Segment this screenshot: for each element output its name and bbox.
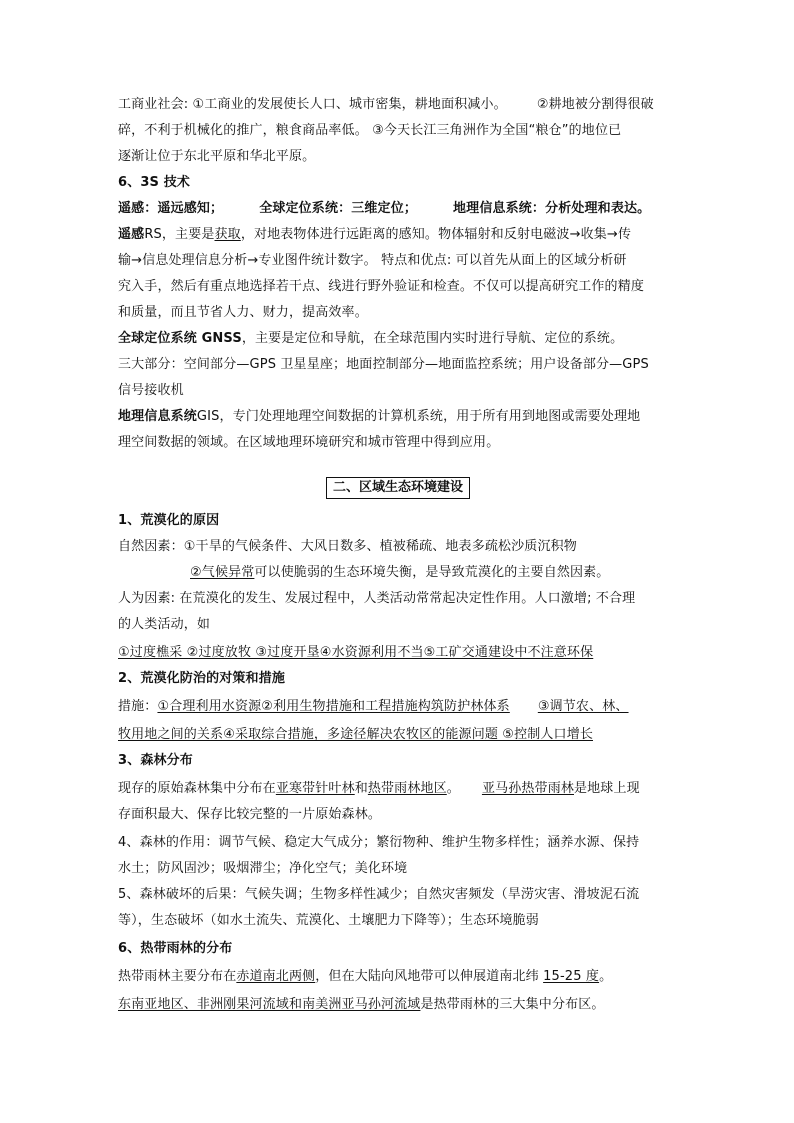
gis-label: 地理信息系统 [118, 409, 197, 424]
gis-text: GIS，专门处理地理空间数据的计算机系统，用于所有用到地图或需要处理地 [196, 409, 641, 424]
heading-3s: 6、3S 技术 [118, 175, 191, 190]
heading-desert-measures: 2、荒漠化防治的对策和措施 [118, 671, 285, 686]
natural-text: 可以使脆弱的生态环境失衡，是导致荒漠化的主要自然因素。 [254, 565, 610, 580]
forest-role-line-2: 水土；防风固沙；吸烟滞尘；净化空气；美化环境 [118, 861, 408, 876]
three-regions: 东南亚地区、非洲刚果河流域和南美洲亚马孙河流域 [118, 997, 421, 1012]
intro-line-2: 碎，不利于机械化的推广，粮食商品率低。 ③今天长江三角洲作为全国“粮仓”的地位已 [118, 123, 622, 138]
latitude-range: 15-25 度 [543, 969, 600, 984]
forest-damage-line-1: 5、森林破坏的后果：气候失调；生物多样性减少；自然灾害频发（旱涝灾害、滑坡泥石流 [118, 887, 640, 902]
forest-line-1 [118, 779, 640, 799]
gnss-label: 全球定位系统 GNSS [118, 331, 242, 346]
measures-3: ③调节农、林、 [537, 699, 629, 714]
rs-line-3: 究入手，然后有重点地选择若干点、线进行野外验证和检查。不仅可以提高研究工作的精度 [118, 279, 645, 294]
intro-text-2: ②耕地被分割得很破 [536, 97, 654, 112]
forest-text: 现存的原始森林集中分布在 [118, 781, 276, 796]
rs-line-1 [118, 225, 631, 245]
heading-desert-causes: 1、荒漠化的原因 [118, 513, 220, 528]
rs-def: 遥感：遥远感知； [118, 201, 224, 216]
measures-line-2: 牧用地之间的关系④采取综合措施，多途径解决农牧区的能源问题 ⑤控制人口增长 [118, 727, 593, 742]
human-factors-line-1: 人为因素: 在荒漠化的发生、发展过程中，人类活动常常起决定性作用。人口激增; 不合理 [118, 591, 636, 606]
rs-acquire: 获取 [214, 227, 241, 242]
forest-role-line-1: 4、森林的作用：调节气候、稳定大气成分；繁衍物种、维护生物多样性；涵养水源、保持 [118, 835, 640, 850]
measures-label: 措施： [118, 699, 158, 714]
measures-1-2: ①合理利用水资源②利用生物措施和工程措施构筑防护林体系 [157, 699, 510, 714]
parts-line-2: 信号接收机 [118, 383, 184, 398]
gnss-text: ，主要是定位和导航，在全球范围内实时进行导航、定位的系统。 [241, 331, 624, 346]
amazon-rainforest: 亚马孙热带雨林 [481, 781, 574, 796]
forest-period: 。 [446, 781, 460, 796]
gnss-line [118, 329, 623, 349]
gis-def: 地理信息系统：分析处理和表达。 [453, 201, 651, 216]
rs-line-2: 输→信息处理信息分析→专业图件统计数字。 特点和优点: 可以首先从面上的区域分析研 [118, 253, 627, 268]
intro-line-3: 逐渐让位于东北平原和华北平原。 [118, 149, 316, 164]
parts-line-1: 三大部分：空间部分—GPS 卫星星座；地面控制部分—地面监控系统；用户设备部分—GPS [118, 357, 649, 372]
human-activities-list: ①过度樵采 ②过度放牧 ③过度开垦④水资源利用不当⑤工矿交通建设中不注意环保 [118, 645, 594, 660]
rs-text: RS，主要是 [144, 227, 215, 242]
measures-line-1 [118, 697, 629, 717]
forest-line-2: 存面积最大、保存比较完整的一片原始森林。 [118, 807, 382, 822]
heading-rainforest: 6、热带雨林的分布 [118, 941, 233, 956]
natural-factors-line-1: 自然因素：①干旱的气候条件、大风日数多、植被稀疏、地表多疏松沙质沉积物 [118, 539, 577, 554]
heading-forest-distribution: 3、森林分布 [118, 753, 193, 768]
rs-text-2: ，对地表物体进行远距离的感知。物体辐射和反射电磁波→收集→传 [240, 227, 632, 242]
rainforest-line-2 [118, 995, 605, 1015]
rs-line-4: 和质量，而且节省人力、财力，提高效率。 [118, 305, 368, 320]
3s-definitions [118, 199, 650, 219]
gis-line-2: 理空间数据的领域。在区域地理环境研究和城市管理中得到应用。 [118, 435, 500, 450]
human-factors-line-2: 的人类活动，如 [118, 617, 211, 632]
forest-text-2: 是地球上现 [574, 781, 640, 796]
gps-def: 全球定位系统：三维定位； [259, 201, 418, 216]
rainforest-text-3: 是热带雨林的三大集中分布区。 [420, 997, 605, 1012]
section-title: 二、区域生态环境建设 [326, 477, 470, 499]
taiga: 亚寒带针叶林 [275, 781, 355, 796]
natural-factors-line-2 [190, 563, 609, 583]
gis-line-1 [118, 407, 640, 427]
equator-sides: 赤道南北两侧 [236, 969, 316, 984]
rainforest-text-2: ，但在大陆向风地带可以伸展道南北纬 [315, 969, 544, 984]
rs-label: 遥感 [118, 227, 145, 242]
rainforest-line-1 [118, 967, 612, 987]
rainforest-period: 。 [599, 969, 613, 984]
tropical-rainforest-area: 热带雨林地区 [367, 781, 447, 796]
forest-damage-line-2: 等），生态破坏（如水土流失、荒漠化、土壤肥力下降等）；生态环境脆弱 [118, 913, 539, 928]
intro-line-1 [118, 95, 654, 115]
rainforest-text: 热带雨林主要分布在 [118, 969, 237, 984]
intro-text: 工商业社会: ①工商业的发展使长人口、城市密集，耕地面积减小。 [118, 97, 507, 112]
climate-anomaly: ②气候异常 [190, 565, 255, 580]
forest-and: 和 [354, 781, 368, 796]
